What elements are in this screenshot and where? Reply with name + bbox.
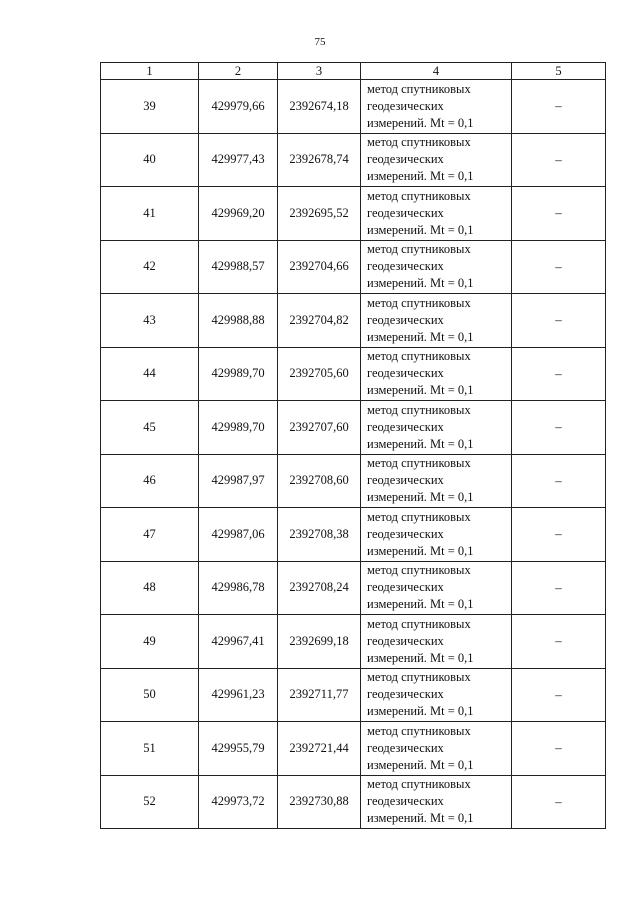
coordinate-x-cell: 429988,57 (199, 240, 278, 294)
method-cell: метод спутниковых геодезических измерений. Mt = 0,1 (361, 187, 512, 241)
note-cell: – (512, 722, 606, 776)
method-cell: метод спутниковых геодезических измерений. Mt = 0,1 (361, 80, 512, 134)
coordinate-x-cell: 429987,97 (199, 454, 278, 508)
header-col-1: 1 (101, 63, 199, 80)
point-number-cell: 44 (101, 347, 199, 401)
coordinate-x-cell: 429967,41 (199, 615, 278, 669)
table-row (101, 722, 606, 776)
coordinate-x-cell: 429973,72 (199, 775, 278, 829)
note-cell: – (512, 347, 606, 401)
point-number-cell: 39 (101, 80, 199, 134)
method-cell: метод спутниковых геодезических измерений. Mt = 0,1 (361, 722, 512, 776)
note-cell: – (512, 240, 606, 294)
table-row (101, 240, 606, 294)
method-cell: метод спутниковых геодезических измерений. Mt = 0,1 (361, 561, 512, 615)
coordinate-y-cell: 2392730,88 (278, 775, 361, 829)
coordinate-x-cell: 429955,79 (199, 722, 278, 776)
table-row (101, 508, 606, 562)
table-row (101, 187, 606, 241)
point-number-cell: 41 (101, 187, 199, 241)
table-row (101, 454, 606, 508)
coordinate-y-cell: 2392708,38 (278, 508, 361, 562)
point-number-cell: 48 (101, 561, 199, 615)
note-cell: – (512, 775, 606, 829)
method-cell: метод спутниковых геодезических измерений. Mt = 0,1 (361, 240, 512, 294)
note-cell: – (512, 401, 606, 455)
note-cell: – (512, 294, 606, 348)
method-cell: метод спутниковых геодезических измерений. Mt = 0,1 (361, 347, 512, 401)
note-cell: – (512, 561, 606, 615)
method-cell: метод спутниковых геодезических измерений. Mt = 0,1 (361, 401, 512, 455)
coordinate-x-cell: 429988,88 (199, 294, 278, 348)
coordinate-y-cell: 2392695,52 (278, 187, 361, 241)
method-cell: метод спутниковых геодезических измерений. Mt = 0,1 (361, 294, 512, 348)
note-cell: – (512, 454, 606, 508)
header-col-5: 5 (512, 63, 606, 80)
header-col-2: 2 (199, 63, 278, 80)
coordinate-y-cell: 2392707,60 (278, 401, 361, 455)
point-number-cell: 43 (101, 294, 199, 348)
point-number-cell: 50 (101, 668, 199, 722)
table-row (101, 615, 606, 669)
coordinate-y-cell: 2392674,18 (278, 80, 361, 134)
table-row (101, 561, 606, 615)
coordinate-y-cell: 2392705,60 (278, 347, 361, 401)
method-cell: метод спутниковых геодезических измерений. Mt = 0,1 (361, 775, 512, 829)
coordinate-x-cell: 429989,70 (199, 401, 278, 455)
coordinate-y-cell: 2392704,82 (278, 294, 361, 348)
table-row (101, 294, 606, 348)
method-cell: метод спутниковых геодезических измерений. Mt = 0,1 (361, 454, 512, 508)
point-number-cell: 42 (101, 240, 199, 294)
coordinate-x-cell: 429961,23 (199, 668, 278, 722)
coordinates-table (100, 62, 606, 829)
table-row (101, 401, 606, 455)
coordinate-x-cell: 429979,66 (199, 80, 278, 134)
method-cell: метод спутниковых геодезических измерений. Mt = 0,1 (361, 508, 512, 562)
table-row (101, 775, 606, 829)
note-cell: – (512, 133, 606, 187)
method-cell: метод спутниковых геодезических измерений. Mt = 0,1 (361, 615, 512, 669)
coordinate-x-cell: 429987,06 (199, 508, 278, 562)
coordinate-y-cell: 2392708,24 (278, 561, 361, 615)
coordinate-y-cell: 2392678,74 (278, 133, 361, 187)
table-row (101, 80, 606, 134)
coordinate-y-cell: 2392704,66 (278, 240, 361, 294)
table-row (101, 133, 606, 187)
note-cell: – (512, 80, 606, 134)
method-cell: метод спутниковых геодезических измерений. Mt = 0,1 (361, 668, 512, 722)
method-cell: метод спутниковых геодезических измерений. Mt = 0,1 (361, 133, 512, 187)
table-row (101, 347, 606, 401)
point-number-cell: 46 (101, 454, 199, 508)
header-col-3: 3 (278, 63, 361, 80)
point-number-cell: 47 (101, 508, 199, 562)
coordinate-x-cell: 429977,43 (199, 133, 278, 187)
note-cell: – (512, 668, 606, 722)
coordinate-y-cell: 2392708,60 (278, 454, 361, 508)
table-header-row (101, 63, 606, 80)
point-number-cell: 40 (101, 133, 199, 187)
coordinate-x-cell: 429989,70 (199, 347, 278, 401)
point-number-cell: 52 (101, 775, 199, 829)
coordinate-y-cell: 2392721,44 (278, 722, 361, 776)
point-number-cell: 49 (101, 615, 199, 669)
coordinate-y-cell: 2392699,18 (278, 615, 361, 669)
point-number-cell: 45 (101, 401, 199, 455)
coordinate-y-cell: 2392711,77 (278, 668, 361, 722)
header-col-4: 4 (361, 63, 512, 80)
point-number-cell: 51 (101, 722, 199, 776)
coordinate-x-cell: 429969,20 (199, 187, 278, 241)
note-cell: – (512, 187, 606, 241)
note-cell: – (512, 615, 606, 669)
note-cell: – (512, 508, 606, 562)
table-row (101, 668, 606, 722)
coordinate-x-cell: 429986,78 (199, 561, 278, 615)
page-number: 75 (314, 36, 326, 48)
